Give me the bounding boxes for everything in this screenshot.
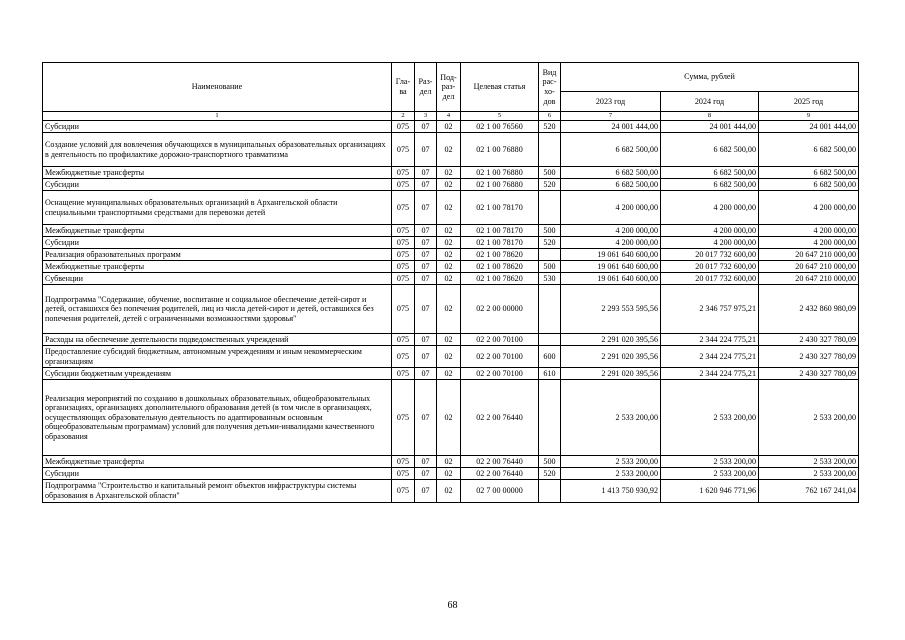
row-name: Подпрограмма "Строительство и капитальный ремонт объектов инфраструктуры системы образования в Архангельской области" <box>43 480 392 503</box>
page-number: 68 <box>447 600 458 611</box>
row-name: Реализация образовательных программ <box>43 249 392 261</box>
column-number: 7 <box>561 112 661 121</box>
row-podrazdel: 02 <box>437 368 461 380</box>
row-sum-2024: 1 620 946 771,96 <box>661 480 759 503</box>
row-sum-2025: 4 200 000,00 <box>759 225 859 237</box>
row-razdel: 07 <box>415 334 437 346</box>
row-target: 02 1 00 78170 <box>461 225 539 237</box>
row-name: Субсидии <box>43 468 392 480</box>
row-name: Субсидии <box>43 179 392 191</box>
row-glava: 075 <box>392 167 415 179</box>
header-2023: 2023 год <box>561 92 661 112</box>
row-podrazdel: 02 <box>437 346 461 368</box>
table-body <box>43 121 859 503</box>
row-target: 02 2 00 00000 <box>461 285 539 334</box>
row-glava: 075 <box>392 480 415 503</box>
row-sum-2024: 2 346 757 975,21 <box>661 285 759 334</box>
row-razdel: 07 <box>415 273 437 285</box>
header-2025: 2025 год <box>759 92 859 112</box>
row-sum-2023: 19 061 640 600,00 <box>561 249 661 261</box>
row-vid <box>539 380 561 456</box>
header-podrazdel: Под-раз-дел <box>437 63 461 112</box>
row-target: 02 1 00 76560 <box>461 121 539 133</box>
header-sum: Сумма, рублей <box>561 63 859 92</box>
table-row <box>43 480 859 503</box>
row-sum-2023: 2 291 020 395,56 <box>561 368 661 380</box>
row-sum-2023: 4 200 000,00 <box>561 237 661 249</box>
row-razdel: 07 <box>415 249 437 261</box>
column-number: 6 <box>539 112 561 121</box>
row-target: 02 1 00 76880 <box>461 133 539 167</box>
row-sum-2023: 4 200 000,00 <box>561 225 661 237</box>
row-podrazdel: 02 <box>437 456 461 468</box>
row-podrazdel: 02 <box>437 285 461 334</box>
row-razdel: 07 <box>415 191 437 225</box>
row-razdel: 07 <box>415 261 437 273</box>
row-podrazdel: 02 <box>437 380 461 456</box>
row-target: 02 2 00 70100 <box>461 334 539 346</box>
table-row <box>43 334 859 346</box>
row-vid <box>539 249 561 261</box>
row-sum-2025: 2 533 200,00 <box>759 456 859 468</box>
row-name: Субвенции <box>43 273 392 285</box>
row-razdel: 07 <box>415 121 437 133</box>
table-row <box>43 273 859 285</box>
header-razdel: Раз-дел <box>415 63 437 112</box>
row-target: 02 1 00 78620 <box>461 273 539 285</box>
row-glava: 075 <box>392 380 415 456</box>
row-sum-2024: 24 001 444,00 <box>661 121 759 133</box>
row-sum-2025: 6 682 500,00 <box>759 167 859 179</box>
row-name: Межбюджетные трансферты <box>43 167 392 179</box>
row-podrazdel: 02 <box>437 179 461 191</box>
row-glava: 075 <box>392 191 415 225</box>
row-sum-2025: 20 647 210 000,00 <box>759 273 859 285</box>
header-glava: Гла-ва <box>392 63 415 112</box>
row-glava: 075 <box>392 456 415 468</box>
row-podrazdel: 02 <box>437 261 461 273</box>
row-vid <box>539 334 561 346</box>
row-podrazdel: 02 <box>437 225 461 237</box>
table-row <box>43 456 859 468</box>
table-row <box>43 346 859 368</box>
row-vid: 520 <box>539 121 561 133</box>
row-podrazdel: 02 <box>437 121 461 133</box>
row-sum-2025: 2 533 200,00 <box>759 380 859 456</box>
column-number: 5 <box>461 112 539 121</box>
row-sum-2023: 6 682 500,00 <box>561 133 661 167</box>
row-sum-2024: 6 682 500,00 <box>661 167 759 179</box>
row-vid: 500 <box>539 261 561 273</box>
row-vid: 610 <box>539 368 561 380</box>
row-sum-2025: 2 430 327 780,09 <box>759 368 859 380</box>
row-razdel: 07 <box>415 167 437 179</box>
row-name: Межбюджетные трансферты <box>43 456 392 468</box>
row-vid <box>539 133 561 167</box>
table-row <box>43 468 859 480</box>
row-sum-2023: 19 061 640 600,00 <box>561 261 661 273</box>
row-sum-2025: 6 682 500,00 <box>759 179 859 191</box>
row-glava: 075 <box>392 121 415 133</box>
row-razdel: 07 <box>415 237 437 249</box>
row-name: Межбюджетные трансферты <box>43 261 392 273</box>
row-sum-2024: 4 200 000,00 <box>661 225 759 237</box>
row-razdel: 07 <box>415 225 437 237</box>
table-row <box>43 237 859 249</box>
row-glava: 075 <box>392 179 415 191</box>
row-podrazdel: 02 <box>437 133 461 167</box>
row-target: 02 7 00 00000 <box>461 480 539 503</box>
table-row <box>43 191 859 225</box>
row-sum-2023: 2 291 020 395,56 <box>561 346 661 368</box>
row-glava: 075 <box>392 225 415 237</box>
row-razdel: 07 <box>415 456 437 468</box>
header-name: Наименование <box>43 63 392 112</box>
row-sum-2023: 2 533 200,00 <box>561 468 661 480</box>
header-2024: 2024 год <box>661 92 759 112</box>
column-number: 3 <box>415 112 437 121</box>
row-glava: 075 <box>392 285 415 334</box>
row-sum-2023: 19 061 640 600,00 <box>561 273 661 285</box>
row-target: 02 2 00 70100 <box>461 368 539 380</box>
row-sum-2024: 20 017 732 600,00 <box>661 249 759 261</box>
row-razdel: 07 <box>415 133 437 167</box>
row-sum-2023: 2 533 200,00 <box>561 380 661 456</box>
column-number: 8 <box>661 112 759 121</box>
row-sum-2024: 20 017 732 600,00 <box>661 261 759 273</box>
row-vid: 520 <box>539 179 561 191</box>
row-razdel: 07 <box>415 179 437 191</box>
row-sum-2024: 2 533 200,00 <box>661 456 759 468</box>
row-vid: 530 <box>539 273 561 285</box>
row-sum-2025: 4 200 000,00 <box>759 191 859 225</box>
row-glava: 075 <box>392 133 415 167</box>
row-glava: 075 <box>392 261 415 273</box>
row-target: 02 1 00 78170 <box>461 237 539 249</box>
row-razdel: 07 <box>415 285 437 334</box>
row-glava: 075 <box>392 249 415 261</box>
row-target: 02 1 00 78620 <box>461 261 539 273</box>
row-podrazdel: 02 <box>437 480 461 503</box>
table-row <box>43 133 859 167</box>
row-target: 02 1 00 76880 <box>461 167 539 179</box>
row-glava: 075 <box>392 334 415 346</box>
column-number: 1 <box>43 112 392 121</box>
row-sum-2023: 6 682 500,00 <box>561 179 661 191</box>
row-name: Подпрограмма "Содержание, обучение, воспитание и социальное обеспечение детей-сирот и детей, оставшихся без попечения родителей, лиц из числа детей-сирот и детей, оставшихся без попечения родителей, детей с ограниченными возможностями здоровья" <box>43 285 392 334</box>
row-sum-2025: 2 430 327 780,09 <box>759 334 859 346</box>
row-name: Субсидии <box>43 237 392 249</box>
header-vid: Вид рас-хо-дов <box>539 63 561 112</box>
column-number: 9 <box>759 112 859 121</box>
row-sum-2025: 2 432 860 980,09 <box>759 285 859 334</box>
row-name: Субсидии <box>43 121 392 133</box>
row-sum-2024: 2 533 200,00 <box>661 468 759 480</box>
row-vid <box>539 480 561 503</box>
row-razdel: 07 <box>415 346 437 368</box>
row-podrazdel: 02 <box>437 468 461 480</box>
table-row <box>43 368 859 380</box>
row-sum-2025: 2 533 200,00 <box>759 468 859 480</box>
row-target: 02 1 00 76880 <box>461 179 539 191</box>
row-glava: 075 <box>392 346 415 368</box>
row-target: 02 2 00 76440 <box>461 456 539 468</box>
row-podrazdel: 02 <box>437 167 461 179</box>
row-target: 02 2 00 76440 <box>461 468 539 480</box>
row-sum-2025: 4 200 000,00 <box>759 237 859 249</box>
row-vid: 520 <box>539 468 561 480</box>
row-sum-2024: 2 344 224 775,21 <box>661 346 759 368</box>
row-razdel: 07 <box>415 380 437 456</box>
row-vid <box>539 191 561 225</box>
row-sum-2024: 6 682 500,00 <box>661 179 759 191</box>
row-razdel: 07 <box>415 468 437 480</box>
table-row <box>43 167 859 179</box>
row-sum-2024: 2 344 224 775,21 <box>661 334 759 346</box>
row-sum-2024: 4 200 000,00 <box>661 191 759 225</box>
row-podrazdel: 02 <box>437 249 461 261</box>
budget-table <box>42 62 859 503</box>
row-sum-2025: 2 430 327 780,09 <box>759 346 859 368</box>
row-razdel: 07 <box>415 480 437 503</box>
row-sum-2025: 20 647 210 000,00 <box>759 261 859 273</box>
table-row <box>43 285 859 334</box>
row-sum-2024: 2 344 224 775,21 <box>661 368 759 380</box>
row-vid <box>539 285 561 334</box>
row-name: Оснащение муниципальных образовательных организаций в Архангельской области специальными транспортными средствами для перевозки детей <box>43 191 392 225</box>
table-row <box>43 261 859 273</box>
row-podrazdel: 02 <box>437 273 461 285</box>
column-number: 2 <box>392 112 415 121</box>
row-podrazdel: 02 <box>437 334 461 346</box>
row-sum-2023: 2 293 553 595,56 <box>561 285 661 334</box>
row-name: Субсидии бюджетным учреждениям <box>43 368 392 380</box>
row-glava: 075 <box>392 468 415 480</box>
row-vid: 500 <box>539 225 561 237</box>
row-sum-2025: 762 167 241,04 <box>759 480 859 503</box>
row-glava: 075 <box>392 273 415 285</box>
row-target: 02 2 00 76440 <box>461 380 539 456</box>
row-podrazdel: 02 <box>437 191 461 225</box>
row-sum-2023: 4 200 000,00 <box>561 191 661 225</box>
table-row <box>43 121 859 133</box>
row-name: Предоставление субсидий бюджетным, автономным учреждениям и иным некоммерческим организациям <box>43 346 392 368</box>
table-row <box>43 249 859 261</box>
header-target: Целевая статья <box>461 63 539 112</box>
row-name: Реализация мероприятий по созданию в дошкольных образовательных, общеобразовательных организациях, организациях дополнительного образования детей (в том числе в организациях, осуществляющих образовательную деятельность по адаптированным основным общеобразовательным программам) условий для получения детьми-инвалидами качественного образования <box>43 380 392 456</box>
row-vid: 600 <box>539 346 561 368</box>
row-sum-2023: 1 413 750 930,92 <box>561 480 661 503</box>
row-name: Межбюджетные трансферты <box>43 225 392 237</box>
row-sum-2025: 20 647 210 000,00 <box>759 249 859 261</box>
row-sum-2025: 24 001 444,00 <box>759 121 859 133</box>
row-sum-2023: 2 533 200,00 <box>561 456 661 468</box>
row-podrazdel: 02 <box>437 237 461 249</box>
row-razdel: 07 <box>415 368 437 380</box>
row-sum-2025: 6 682 500,00 <box>759 133 859 167</box>
row-sum-2024: 20 017 732 600,00 <box>661 273 759 285</box>
row-vid: 500 <box>539 167 561 179</box>
row-sum-2024: 4 200 000,00 <box>661 237 759 249</box>
row-vid: 520 <box>539 237 561 249</box>
table-row <box>43 179 859 191</box>
row-glava: 075 <box>392 368 415 380</box>
row-sum-2023: 24 001 444,00 <box>561 121 661 133</box>
row-vid: 500 <box>539 456 561 468</box>
row-sum-2024: 6 682 500,00 <box>661 133 759 167</box>
row-sum-2024: 2 533 200,00 <box>661 380 759 456</box>
row-target: 02 2 00 70100 <box>461 346 539 368</box>
row-sum-2023: 6 682 500,00 <box>561 167 661 179</box>
column-number: 4 <box>437 112 461 121</box>
row-name: Расходы на обеспечение деятельности подведомственных учреждений <box>43 334 392 346</box>
table-row <box>43 380 859 456</box>
row-sum-2023: 2 291 020 395,56 <box>561 334 661 346</box>
row-name: Создание условий для вовлечения обучающихся в муниципальных образовательных организациях в деятельность по профилактике дорожно-транспортного травматизма <box>43 133 392 167</box>
table-row <box>43 225 859 237</box>
row-glava: 075 <box>392 237 415 249</box>
row-target: 02 1 00 78170 <box>461 191 539 225</box>
column-numbers-row <box>43 112 859 121</box>
row-target: 02 1 00 78620 <box>461 249 539 261</box>
